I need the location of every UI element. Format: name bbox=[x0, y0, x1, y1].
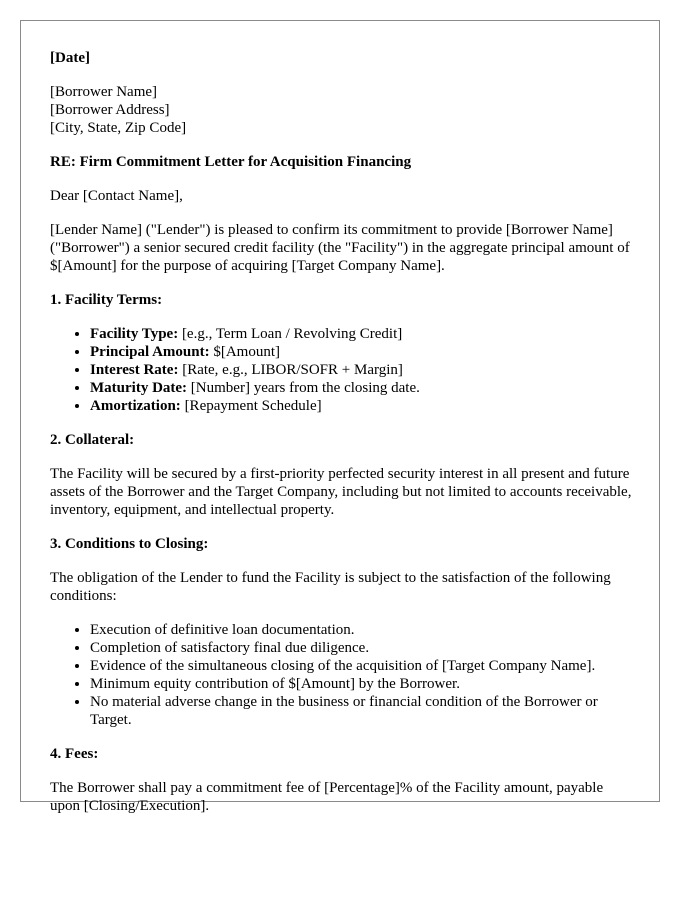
borrower-address-block bbox=[50, 83, 636, 137]
facility-term-label: Principal Amount: bbox=[90, 344, 210, 360]
collateral-text: The Facility will be secured by a first-priority perfected security interest in all present and future assets of the Borrower and the Target Company, including but not limited to accounts receivable, inventory, equipment, and intellectual property. bbox=[50, 466, 632, 518]
letter-salutation: Dear [Contact Name], bbox=[50, 188, 183, 204]
condition-item: • No material adverse change in the business or financial condition of the Borrower or Target. bbox=[90, 693, 636, 729]
facility-term-item bbox=[90, 361, 636, 379]
facility-term-value: [Number] years from the closing date. bbox=[187, 380, 420, 396]
facility-term-label: Facility Type: bbox=[90, 326, 179, 342]
facility-term-label: Maturity Date: bbox=[90, 380, 188, 396]
fees-heading: 4. Fees: bbox=[50, 746, 99, 762]
letter-subject: RE: Firm Commitment Letter for Acquisition Financing bbox=[50, 154, 412, 170]
condition-item: • Execution of definitive loan documentation. bbox=[90, 621, 636, 639]
borrower-city-state-zip: [City, State, Zip Code] bbox=[50, 120, 187, 136]
conditions-list bbox=[50, 621, 636, 729]
condition-item: • Minimum equity contribution of $[Amount] by the Borrower. bbox=[90, 675, 636, 693]
facility-term-item bbox=[90, 343, 636, 361]
borrower-address: [Borrower Address] bbox=[50, 102, 170, 118]
facility-term-item bbox=[90, 379, 636, 397]
facility-term-value: [Repayment Schedule] bbox=[180, 398, 322, 414]
facility-term-value: [Rate, e.g., LIBOR/SOFR + Margin] bbox=[178, 362, 403, 378]
letter-date: [Date] bbox=[50, 50, 90, 66]
facility-term-item bbox=[90, 325, 636, 343]
letter-intro: [Lender Name] ("Lender") is pleased to confirm its commitment to provide [Borrower Name] ("Borrower") a senior secured credit facility (the "Facility") in the aggregate principal amount of $[Amount] for the purpose of acquiring [Target Company Name]. bbox=[50, 222, 630, 274]
facility-terms-list bbox=[50, 325, 636, 415]
conditions-heading: 3. Conditions to Closing: bbox=[50, 536, 209, 552]
fees-text: The Borrower shall pay a commitment fee of [Percentage]% of the Facility amount, payable upon [Closing/Execution]. bbox=[50, 780, 604, 814]
facility-term-value: [e.g., Term Loan / Revolving Credit] bbox=[178, 326, 403, 342]
letter-page bbox=[20, 20, 660, 814]
condition-item: • Evidence of the simultaneous closing of the acquisition of [Target Company Name]. bbox=[90, 657, 636, 675]
collateral-heading: 2. Collateral: bbox=[50, 432, 135, 448]
condition-item: • Completion of satisfactory final due diligence. bbox=[90, 639, 636, 657]
facility-term-item bbox=[90, 397, 636, 415]
facility-terms-heading: 1. Facility Terms: bbox=[50, 292, 163, 308]
borrower-name: [Borrower Name] bbox=[50, 84, 158, 100]
facility-term-label: Interest Rate: bbox=[90, 362, 179, 378]
facility-term-value: $[Amount] bbox=[209, 344, 281, 360]
letter-content bbox=[50, 49, 636, 831]
facility-term-label: Amortization: bbox=[90, 398, 181, 414]
conditions-text: The obligation of the Lender to fund the Facility is subject to the satisfaction of the following conditions: bbox=[50, 570, 611, 604]
